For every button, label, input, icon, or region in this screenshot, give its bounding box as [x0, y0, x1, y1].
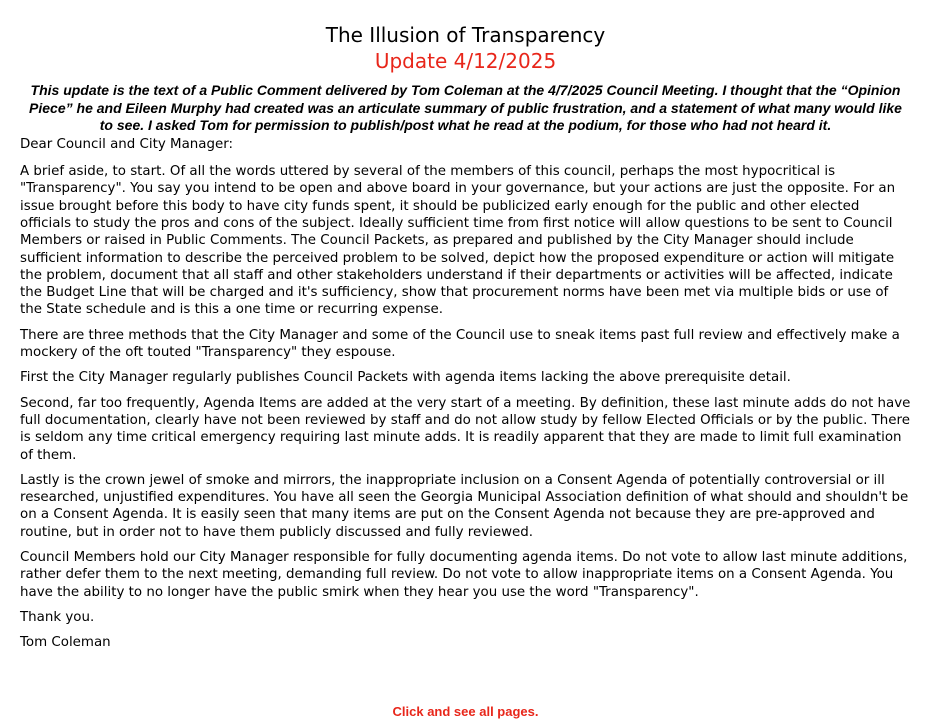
letter-paragraph: Second, far too frequently, Agenda Items are added at the very start of a meeting. By definition, these last minute adds do not have full documentation, clearly have not been reviewed by staff and do not allow study by fellow Elected Officials or by the public. There is seldom any time critical emergency requiring last minute adds. It is readily apparent that they are made to limit full examination of them. [20, 395, 911, 463]
letter-paragraph: Council Members hold our City Manager responsible for fully documenting agenda items. Do not vote to allow last minute additions, rather defer them to the next meeting, demanding full review. Do not vote to allow inappropriate items on a Consent Agenda. You have the ability to no longer have the public smirk when they hear you use the word "Transparency". [20, 550, 908, 600]
letter-paragraph: Lastly is the crown jewel of smoke and mirrors, the inappropriate inclusion on a Consent Agenda of potentially controversial or ill researched, unjustified expenditures. You have all seen the Georgia Municipal Association definition of what should and shouldn't be on a Consent Agenda. It is easily seen that many items are put on the Consent Agenda not because they are pre-approved and routine, but in order not to have them publicly discussed and fully reviewed. [20, 472, 909, 540]
update-date: Update 4/12/2025 [374, 49, 557, 73]
page-header [0, 0, 931, 74]
letter-salutation: Dear Council and City Manager: [20, 136, 234, 152]
letter-closing: Thank you. [20, 609, 95, 625]
letter-signature: Tom Coleman [20, 635, 111, 651]
see-all-pages-link[interactable]: Click and see all pages. [392, 704, 539, 719]
intro-note: This update is the text of a Public Comment delivered by Tom Coleman at the 4/7/2025 Council Meeting. I thought that the “Opinion Piece” he and Eileen Murphy had created was an articulate summary of public frustration, and a statement of what many would like to see. I asked Tom for permission to publish/post what he read at the podium, for those who had not heard it. [29, 82, 902, 134]
letter-paragraph: A brief aside, to start. Of all the words uttered by several of the members of this council, perhaps the most hypocritical is "Transparency". You say you intend to be open and above board in your governance, but your actions are just the opposite. For an issue brought before this body to have city funds spent, it should be publicized early enough for the public and other elected officials to study the pros and cons of the subject. Ideally sufficient time from first notice will allow questions to be sent to Council Members or raised in Public Comments. The Council Packets, as prepared and published by the City Manager should include sufficient information to describe the perceived problem to be solved, depict how the proposed expenditure or action will mitigate the problem, document that all staff and other stakeholders understand if their departments or activities will be affected, indicate the Budget Line that will be charged and it's sufficiency, show that procurement norms have been met via multiple bids or use of the State schedule and is this a one time or recurring expense. [20, 164, 896, 318]
page-title: The Illusion of Transparency [325, 23, 606, 47]
letter-paragraph: First the City Manager regularly publishes Council Packets with agenda items lacking the above prerequisite detail. [20, 370, 791, 386]
letter-body [20, 136, 911, 652]
letter-paragraph: There are three methods that the City Manager and some of the Council use to sneak items past full review and effectively make a mockery of the oft touted "Transparency" they espouse. [20, 327, 900, 361]
